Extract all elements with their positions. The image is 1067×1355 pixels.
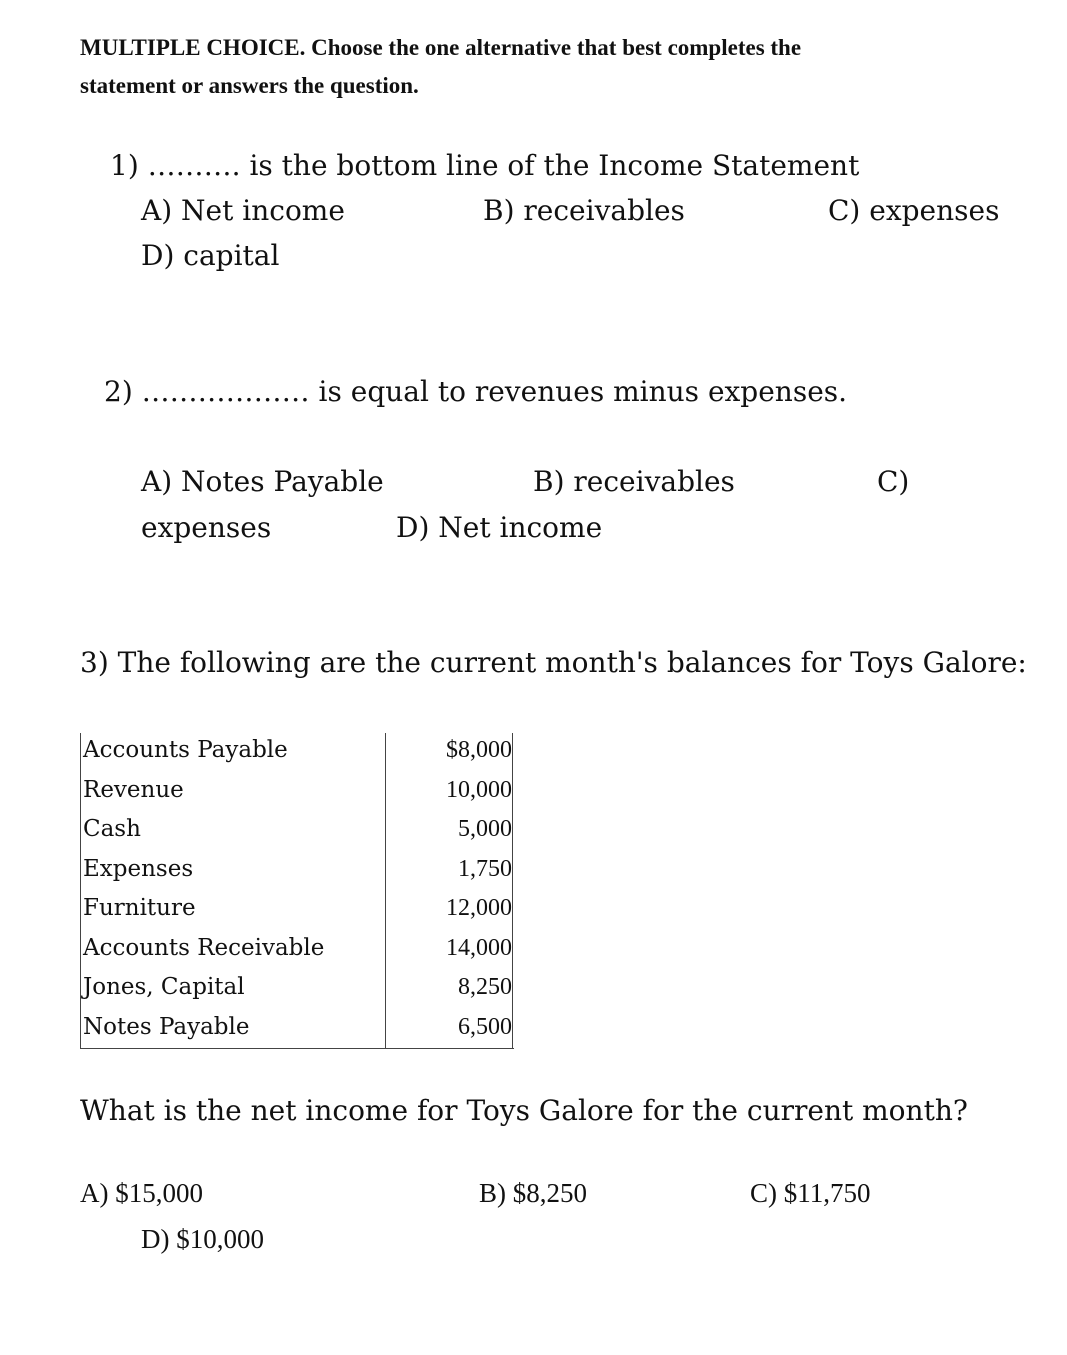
question-1-option-c: C) expenses [828, 194, 1000, 227]
question-1-option-d: D) capital [141, 239, 280, 272]
question-2-option-c: C) [877, 465, 910, 498]
account-label: Revenue [83, 777, 184, 803]
table-row [80, 812, 514, 852]
question-1-option-b: B) receivables [483, 194, 685, 227]
question-1-text: 1) ………. is the bottom line of the Income Statement [110, 149, 860, 182]
account-value: 14,000 [446, 935, 512, 961]
table-row [80, 773, 514, 813]
question-2-option-d: D) Net income [396, 511, 603, 544]
table-row [80, 1010, 514, 1050]
account-value: 10,000 [446, 777, 512, 803]
instructions-line-1: MULTIPLE CHOICE. Choose the one alternative that best completes the [80, 35, 802, 60]
table-row [80, 970, 514, 1010]
account-label: Expenses [83, 856, 194, 882]
balances-table [80, 733, 514, 1049]
question-3-option-b: B) $8,250 [479, 1178, 587, 1208]
table-row [80, 891, 514, 931]
question-3-prompt: What is the net income for Toys Galore for the current month? [80, 1094, 968, 1127]
table-row [80, 931, 514, 971]
account-label: Furniture [83, 895, 196, 921]
account-value: 1,750 [458, 856, 512, 882]
question-2-option-c-continued: expenses [141, 511, 272, 544]
account-value: 6,500 [458, 1014, 512, 1040]
question-3-option-c: C) $11,750 [750, 1178, 871, 1208]
question-2-text: 2) ……………… is equal to revenues minus expenses. [104, 375, 848, 408]
table-row [80, 733, 514, 773]
question-2-option-b: B) receivables [533, 465, 735, 498]
account-label: Cash [83, 816, 141, 842]
table-row [80, 852, 514, 892]
question-1-option-a: A) Net income [141, 194, 345, 227]
account-label: Accounts Receivable [83, 935, 325, 961]
instructions-line-2: statement or answers the question. [80, 73, 419, 98]
question-2-option-a: A) Notes Payable [141, 465, 384, 498]
account-value: 12,000 [446, 895, 512, 921]
question-3-option-d: D) $10,000 [141, 1224, 264, 1254]
account-label: Notes Payable [83, 1014, 250, 1040]
account-value: 8,250 [458, 974, 512, 1000]
account-value: $8,000 [446, 737, 512, 763]
question-3-text: 3) The following are the current month's balances for Toys Galore: [80, 646, 1027, 679]
question-3-option-a: A) $15,000 [80, 1178, 203, 1208]
account-label: Accounts Payable [83, 737, 288, 763]
account-value: 5,000 [458, 816, 512, 842]
account-label: Jones, Capital [83, 974, 245, 1000]
